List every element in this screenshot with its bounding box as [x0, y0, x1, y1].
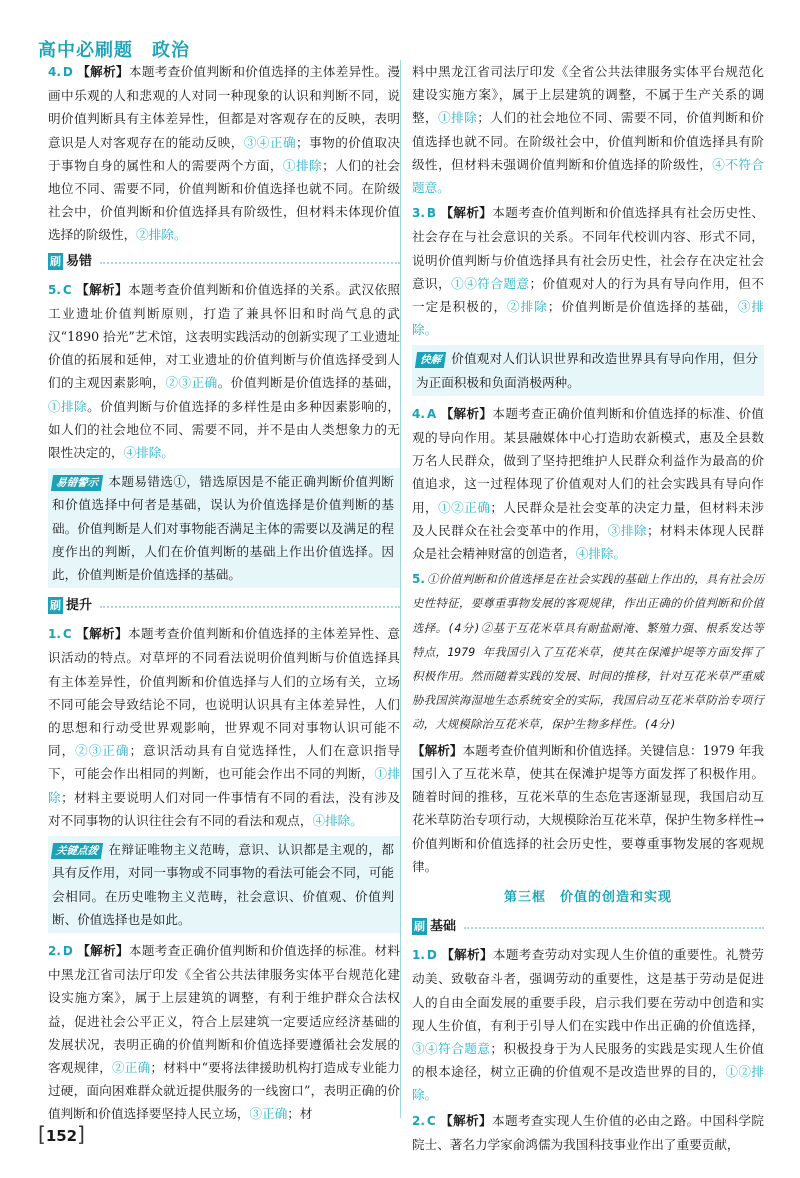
analysis-label: 【解析】 — [76, 64, 129, 79]
analysis-text: 。价值判断与价值选择的多样性是由多种因素影响的，如人们的社会地位不同、需要不同，并不是由人类想象力的无限性决定的， — [48, 398, 401, 461]
question-number: 4. — [412, 406, 425, 421]
answer-letter: C — [62, 282, 72, 297]
option-verdict: ②排除。 — [136, 227, 187, 243]
answer-right-q2 — [412, 1109, 764, 1156]
analysis-label: 【解析】 — [75, 626, 128, 642]
page-number — [38, 1122, 85, 1146]
analysis-text: ；材料中“要将法律援助机构打造成专业能力过硬，面向困难群众就近提供服务的一线窗口”，表明正确的价值判断和价值选择要坚持人民立场， — [48, 1059, 401, 1122]
analysis-text: 本题考查正确价值判断和价值选择的标准。材料中黑龙江省司法厅印发《全省公共法律服务实体平台规范化建设实施方案》，属于上层建筑的调整，有利于维护群众合法权益，促进社会公平正义，符合上层建筑一定要适应经济基础的发展状况，表明正确的价值判断和价值选择要遵循社会发展的客观规律， — [48, 942, 401, 1075]
tip-tag: 关键点拨 — [51, 843, 103, 859]
option-verdict: ①排除 — [438, 110, 478, 126]
analysis-text: 本题考查劳动对实现人生价值的重要性。礼赞劳动美、致敬奋斗者，强调劳动的重要性，这是基于劳动是促进人的自由全面发展的重要手段，启示我们要在劳动中创造和实现人生价值，有利于引导人们在实践中作出正确的价值选择， — [412, 947, 765, 1033]
option-verdict: ③④正确 — [243, 134, 297, 150]
answer-letter: B — [426, 206, 437, 221]
option-verdict: ②正确 — [112, 1059, 151, 1075]
analysis-text: ；人民群众是社会变革的决定力量，但材料未涉及人民群众在社会变革中的作用， — [412, 499, 765, 538]
analysis-text: 料中黑龙江省司法厅印发《全省公共法律服务实体平台规范化建设实施方案》，属于上层建筑的调整，不属于生产关系的调整， — [412, 64, 764, 126]
section-heading-jichu — [412, 915, 764, 939]
option-verdict: ④排除。 — [123, 445, 174, 461]
page-number-bracket-right: ] — [77, 1122, 85, 1146]
section-icon: 刷 — [50, 254, 61, 268]
section-title: 易错 — [66, 253, 93, 269]
page-header: 高中必刷题 政治 — [38, 40, 190, 61]
analysis-label: 【解析】 — [440, 947, 493, 963]
analysis-text: 本题考查价值判断和价值选择具有社会历史性、社会存在与社会意识的关系。不同年代校训内容、形式不同，说明价值判断与价值选择具有社会历史性，社会存在决定社会意识， — [412, 205, 765, 291]
section-heading-tisheng — [48, 594, 400, 618]
page-number-bracket-left: [ — [38, 1122, 46, 1146]
analysis-label: 【解析】 — [76, 942, 129, 958]
left-column — [48, 60, 400, 1128]
answer-left-q4 — [48, 60, 400, 247]
answer-letter: C — [62, 627, 72, 642]
option-verdict: ①排除 — [282, 157, 323, 173]
section-heading-yicuo — [48, 250, 400, 274]
tip-tag: 易错警示 — [51, 475, 103, 491]
question-number: 3. — [412, 206, 425, 221]
handwritten-answer: ①价值判断和价值选择是在社会实践的基础上作出的，具有社会历史性特征，要尊重事物发展的客观规律，作出正确的价值判断和价值选择。(4分)②基于互花米草具有耐盐耐淹、繁殖力强、根系发达等特点，1979 年我国引入了互花米草，使其在保滩护堤等方面发挥了积极作用。然而随着实践的发展、时间的推移，针对互花米草严重威胁我国滨海湿地生态系统安全的实际，我国启动互花米草防治专项行动，大规模除治互花米草，保护生物多样性。(4分) — [412, 572, 764, 732]
answer-right-q5 — [412, 567, 764, 736]
tip-box-kuaijie — [412, 345, 764, 395]
page-number-value: 152 — [45, 1127, 78, 1145]
analysis-label: 【解析】 — [440, 405, 493, 421]
analysis-text: ；人们的社会地位不同、需要不同，价值判断和价值选择也就不同。在阶级社会中，价值判断和价值选择具有阶级性，但材料未体现价值选择的阶级性， — [48, 157, 401, 243]
question-number: 1. — [48, 627, 61, 642]
option-verdict: ①②排除。 — [412, 1064, 765, 1103]
tip-text: 在辩证唯物主义范畴，意识、认识都是主观的，都具有反作用，对同一事物或不同事物的看法可能会不同，可能会相同。在历史唯物主义范畴，社会意识、价值观、价值判断、价值选择也是如此。 — [52, 842, 394, 927]
option-verdict: ②③正确 — [165, 375, 218, 391]
section-rule — [464, 927, 764, 929]
option-verdict: ③正确 — [249, 1106, 288, 1122]
analysis-text: 本题考查价值判断和价值选择的主体差异性。漫画中乐观的人和悲观的人对同一种现象的认识和判断不同，说明价值判断具有主体差异性，但都是对客观存在的反映，表明意识是人对客观存在的能动反映， — [48, 64, 401, 150]
analysis-text: 本题考查正确价值判断和价值选择的标准、价值观的导向作用。某县融媒体中心打造助农新模式，惠及全县数万名人民群众，做到了坚持把维护人民群众利益作为最高的价值追求，这一过程体现了价值观对人们的社会实践具有导向作用， — [412, 405, 765, 515]
option-verdict: ①④符合题意 — [451, 275, 530, 291]
tip-box-yicuo — [48, 468, 400, 588]
answer-right-q2-continued — [412, 60, 764, 199]
analysis-text: ；价值判断是价值选择的基础， — [547, 299, 738, 315]
option-verdict: ④排除。 — [312, 812, 363, 828]
analysis-label: 【解析】 — [75, 281, 128, 297]
answer-left-q5 — [48, 278, 400, 465]
section-rule — [100, 262, 400, 264]
question-number: 4. — [48, 65, 61, 79]
analysis-text: 本题考查价值判断和价值选择的关系。武汉依照工业遗址价值判断原则，打造了兼具怀旧和时尚气息的武汉“1890 拾光”艺术馆，这表明实践活动的创新实现了工业遗址价值的拓展和延伸，对工业遗址的价值判断与价值选择受到人们的主观因素影响， — [48, 281, 401, 391]
answer-right-q4 — [412, 402, 764, 565]
column-divider — [400, 60, 401, 1118]
section-rule — [100, 606, 400, 608]
option-verdict: ①②正确 — [438, 499, 491, 515]
tip-tag: 快解 — [415, 352, 446, 368]
answer-right-q5-analysis — [412, 739, 764, 878]
tip-text: 本题易错选①，错选原因是不能正确判断价值判断和价值选择中何者是基础，误认为价值选择是价值判断的基础。价值判断是人们对事物能否满足主体的需要以及满足的程度作出的判断，人们在价值判断的基础上作出价值选择。因此，价值判断是价值选择的基础。 — [52, 474, 394, 583]
answer-left-q2 — [48, 939, 400, 1126]
option-verdict: ②排除 — [507, 299, 548, 315]
analysis-text: ；事物的价值取决于事物自身的属性和人的需要两个方面， — [48, 134, 401, 173]
option-verdict: ②③正确 — [75, 743, 130, 759]
option-verdict: ①排除 — [48, 398, 88, 414]
answer-left-q1 — [48, 622, 400, 832]
answer-letter: D — [62, 65, 73, 79]
analysis-text: ；积极投身于为人民服务的实践是实现人生价值的根本途径，树立正确的价值观不是改造世界的目的， — [412, 1040, 765, 1080]
analysis-text: 本题考查实现人生价值的必由之路。中国科学院院士、著名力学家俞鸿儒为我国科技事业作出了重要贡献， — [412, 1112, 765, 1152]
question-number: 5. — [48, 282, 61, 297]
answer-letter: C — [426, 1113, 436, 1128]
option-verdict: ③排除 — [607, 522, 647, 538]
section-title: 提升 — [66, 598, 93, 614]
option-verdict: ④不符合题意。 — [412, 156, 765, 196]
analysis-text: 本题考查价值判断和价值选择。关键信息：1979 年我国引入了互花米草，使其在保滩护堤等方面发挥了积极作用。随着时间的推移，互花米草的生态危害逐渐显现，我国启动互花米草防治专项行动，大规模除治互花米草，保护生物多样性→价值判断和价值选择的社会历史性，要尊重事物发展的客观规律。 — [412, 742, 765, 874]
answer-right-q1 — [412, 943, 764, 1106]
tip-text: 价值观对人们认识世界和改造世界具有导向作用，但分为正面积极和负面消极两种。 — [416, 351, 758, 390]
question-number: 1. — [412, 948, 425, 963]
analysis-label: 【解析】 — [439, 1112, 492, 1128]
analysis-text: 。价值判断是价值选择的基础， — [217, 375, 401, 391]
analysis-text: ；人们的社会地位不同、需要不同，价值判断和价值选择也就不同。在阶级社会中，价值判断和价值选择具有阶级性，但材料未强调价值判断和价值选择的阶级性， — [412, 110, 765, 172]
answer-letter: D — [62, 943, 73, 958]
analysis-text: ；价值观对人的行为具有导向作用，但不一定是积极的， — [412, 275, 765, 315]
section-icon: 刷 — [414, 920, 425, 934]
frame-title: 第三框 价值的创造和实现 — [503, 889, 672, 905]
analysis-label: 【解析】 — [412, 742, 463, 758]
question-number: 2. — [412, 1113, 425, 1128]
answer-right-q3 — [412, 201, 764, 341]
tip-box-guanjian — [48, 836, 400, 933]
answer-letter: A — [426, 406, 437, 421]
answer-letter: D — [426, 948, 437, 963]
analysis-text: 本题考查价值判断和价值选择的主体差异性、意识活动的特点。对草坪的不同看法说明价值判断与价值选择具有主体差异性，价值判断和价值选择与人们的立场有关，立场不同可能会导致结论不同，也说明认识具有主体差异性，人们的思想和行动受世界观影响，世界观不同对事物认识可能不同， — [48, 626, 401, 759]
option-verdict: ③④符合题意 — [412, 1040, 491, 1056]
right-column — [412, 60, 764, 1158]
analysis-text: ；材 — [287, 1106, 313, 1122]
analysis-text: ；材料主要说明人们对同一件事情有不同的看法，没有涉及对不同事物的认识往往会有不同的看法和观点， — [48, 789, 401, 828]
analysis-text: ；意识活动具有自觉选择性，人们在意识指导下，可能会作出相同的判断，也可能会作出不同的判断， — [48, 743, 401, 782]
analysis-label: 【解析】 — [440, 205, 493, 221]
section-icon: 刷 — [50, 599, 61, 613]
option-verdict: ①排除 — [48, 766, 401, 805]
section-title: 基础 — [430, 919, 457, 935]
option-verdict: ③排除。 — [412, 299, 765, 338]
question-number: 5. — [412, 572, 425, 587]
analysis-text: ；材料未体现人民群众是社会精神财富的创造者， — [412, 522, 765, 562]
option-verdict: ④排除。 — [575, 546, 627, 562]
question-number: 2. — [48, 943, 61, 958]
